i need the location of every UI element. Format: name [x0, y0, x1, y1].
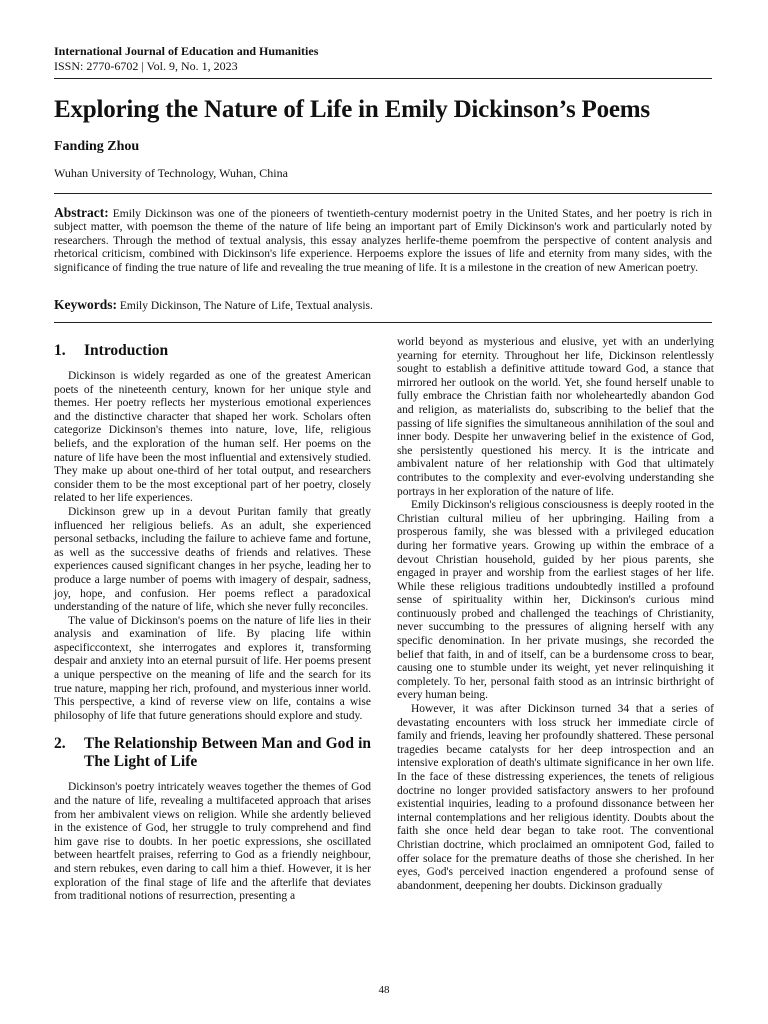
- section-number: 2.: [54, 735, 66, 753]
- paragraph: Dickinson's poetry intricately weaves together the themes of God and the nature of life, revealing a multifaceted approach that arises from her ambivalent views on religion. While she ardently believed in the existence of God, her struggle to truly comprehend and find him gave rise to doubts. In her poetic expressions, she oscillated between heartfelt praises, referring to God as a friendly neighbour, and stern rebukes, even daring to call him a thief. However, it is her exploration of the final stage of life and the afterlife that deviates from traditional notions of resurrection, presenting a: [54, 781, 371, 903]
- article-title: Exploring the Nature of Life in Emily Dickinson’s Poems: [54, 96, 650, 123]
- section-title: The Relationship Between Man and God in The Light of Life: [84, 735, 371, 771]
- keywords-bottom-rule: [54, 322, 712, 323]
- header-rule: [54, 78, 712, 79]
- abstract-top-rule: [54, 193, 712, 194]
- section-number: 1.: [54, 342, 66, 359]
- left-column: [54, 342, 371, 904]
- author-affiliation: Wuhan University of Technology, Wuhan, China: [54, 166, 288, 180]
- paragraph: world beyond as mysterious and elusive, yet with an underlying yearning for eternity. Throughout her life, Dickinson relentlessly sought to establish a definitive attitude toward God, a stance that mirrored her outlook on the world. Yet, she found herself unable to fully embrace the Christian faith nor wholeheartedly abandon God and religion, as materialists do, subscribing to the belief that the passing of life signifies the simultaneous annihilation of the soul and inner body. Despite her unwavering belief in the existence of God, she persistently questioned his mercy. It is the intricate and ambivalent nature of her relationship with God that ultimately contributes to the complexity and ever-evolving understanding she portrays in her exploration of the nature of life.: [397, 336, 714, 498]
- section-title: Introduction: [84, 342, 169, 359]
- paragraph: The value of Dickinson's poems on the nature of life lies in their analysis and examination of life. By placing life within aspecificcontext, she interrogates and explores it, transforming despair and anxiety into an eternal pursuit of life. Her poems present a unique perspective on the meaning of life and the search for its true nature, mapping her rich, profound, and mysterious inner world. This perspective, a kind of reverse view on life, contains a wise philosophy of life that future generations should explore and study.: [54, 614, 371, 722]
- paragraph: Dickinson grew up in a devout Puritan family that greatly influenced her religious beliefs. As an adult, she experienced personal setbacks, including the failure to achieve fame and fortune, as well as the successive deaths of friends and relatives. These experiences caused significant changes in her psyche, leading her to produce a large number of poems with imagery of despair, sadness, joy, hope, and confusion. Her poems reflect a paradoxical understanding of the nature of life, which she never fully reconciles.: [54, 505, 371, 614]
- paragraph: Emily Dickinson's religious consciousness is deeply rooted in the Christian cultural milieu of her upbringing. Hailing from a prosperous family, she was blessed with a privileged education during her formative years. Growing up within the embrace of a devout Christian household, guided by her pious parents, she engaged in prayer and worship from the earliest stages of her life. While these religious traditions undoubtedly instilled a profound sense of spirituality within her, Dickinson's curious mind continuously probed and challenged the teachings of Christianity, never succumbing to the pressures of aligning herself with any specific denomination. In her private musings, she recorded the belief that faith, in and of itself, can be a burdensome cross to bear, causing one to stumble under its weight, yet never relinquishing it completely. To her, personal faith stood as an intrinsic birthright of every human being.: [397, 499, 714, 702]
- abstract: [54, 206, 712, 275]
- abstract-text: Emily Dickinson was one of the pioneers of twentieth-century modernist poetry in the United States, and her poetry is rich in subject matter, with poemson the theme of the nature of life being an important part of Emily Dickinson's work and particularly noted by researchers. Through the method of textual analysis, this essay analyzes herlife-theme poemfrom the perspective of content analysis and rhetorical criticism, combined with Dickinson's life experience. Herpoems explore the issues of life and eternity from many sides, with the significance of finding the true nature of life and revealing the true meaning of life. It is a milestone in the creation of new American poetry.: [54, 208, 712, 274]
- journal-name: International Journal of Education and Humanities: [54, 44, 319, 58]
- section-heading-introduction: [54, 342, 371, 360]
- abstract-label: Abstract:: [54, 205, 109, 220]
- keywords-label: Keywords:: [54, 297, 117, 312]
- paragraph: Dickinson is widely regarded as one of the greatest American poets of the nineteenth century, known for her unique style and themes. Her poetry reflects her mysterious emotional experiences and the distinctive character that shaped her work. Scholars often categorize Dickinson's themes into nature, love, life, religious beliefs, and the exploration of the human self. Her poems on the nature of life have been the most influential and extensively studied. They make up about one-third of her total output, and researchers consider them to be the most exceptional part of her poetry, closely related to her life experiences.: [54, 370, 371, 505]
- journal-issn: ISSN: 2770-6702 | Vol. 9, No. 1, 2023: [54, 59, 238, 73]
- section-heading-relationship: [54, 735, 371, 771]
- page-number: 48: [378, 984, 390, 996]
- paragraph: However, it was after Dickinson turned 34 that a series of devastating encounters with loss struck her immediate circle of family and friends, leaving her profoundly shattered. These personal tragedies became catalysts for her deep introspection and an intensive exploration of death's ultimate significance in her own life. In the face of these distressing experiences, the tenets of religious doctrine no longer provided satisfactory answers to her profound existential inquiries, leading to a profound dissonance between her internal contemplations and her religious identity. Doubts about the faith she once held dear began to take root. The conventional Christian doctrine, which proclaimed an omnipotent God, failed to offer solace for the premature deaths of those she cherished. In her eyes, God's perceived inaction engendered a profound sense of abandonment, deepening her doubts. Dickinson gradually: [397, 703, 714, 892]
- author-name: Fanding Zhou: [54, 139, 140, 154]
- right-column: [397, 336, 714, 893]
- keywords: [54, 297, 712, 314]
- keywords-text: Emily Dickinson, The Nature of Life, Textual analysis.: [119, 300, 373, 312]
- journal-header: [54, 44, 714, 74]
